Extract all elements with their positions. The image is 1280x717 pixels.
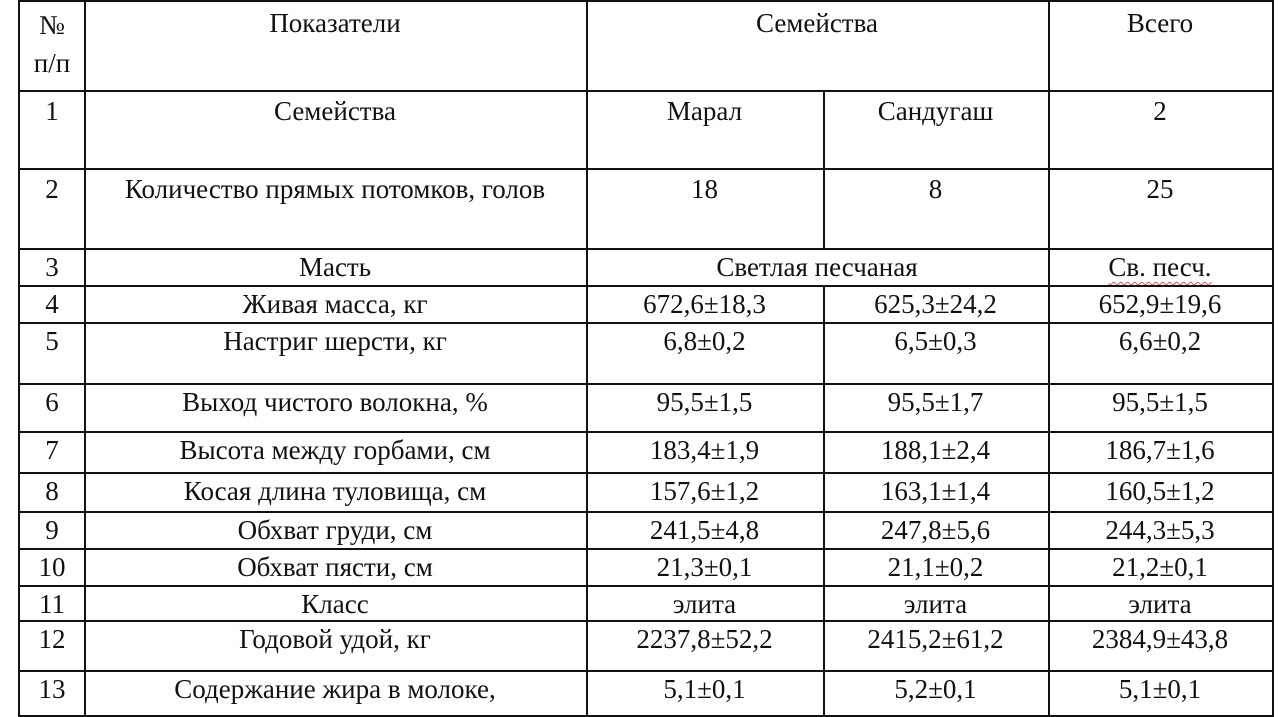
row-5-total: 6,6±0,2 (1048, 322, 1274, 385)
row-12-total: 2384,9±43,8 (1048, 620, 1274, 672)
row-8-maral: 157,6±1,2 (586, 472, 825, 513)
row-10-num: 10 (18, 548, 86, 587)
row-11-sandugash: элита (823, 585, 1050, 622)
row-9-num: 9 (18, 511, 86, 550)
row-8-total: 160,5±1,2 (1048, 472, 1274, 513)
row-1-indicator: Семейства (84, 90, 588, 170)
row-10-indicator: Обхват пясти, см (84, 548, 588, 587)
row-11-maral: элита (586, 585, 825, 622)
row-5-sandugash: 6,5±0,3 (823, 322, 1050, 385)
header-num: № п/п (18, 0, 86, 92)
spellcheck-underlined-text: Св. песч. (1108, 252, 1212, 282)
row-5-indicator: Настриг шерсти, кг (84, 322, 588, 385)
row-11-indicator: Класс (84, 585, 588, 622)
row-10-total: 21,2±0,1 (1048, 548, 1274, 587)
row-2-sandugash: 8 (823, 168, 1050, 250)
row-12-indicator: Годовой удой, кг (84, 620, 588, 672)
row-1-maral: Марал (586, 90, 825, 170)
row-11-num: 11 (18, 585, 86, 622)
header-families: Семейства (586, 0, 1050, 92)
row-6-maral: 95,5±1,5 (586, 383, 825, 433)
header-indicator: Показатели (84, 0, 588, 92)
row-13-num: 13 (18, 670, 86, 717)
header-total: Всего (1048, 0, 1274, 92)
row-3-families-merged: Светлая песчаная (586, 248, 1050, 287)
row-3-indicator: Масть (84, 248, 588, 287)
row-10-sandugash: 21,1±0,2 (823, 548, 1050, 587)
row-2-num: 2 (18, 168, 86, 250)
row-13-indicator: Содержание жира в молоке, (84, 670, 588, 717)
row-12-num: 12 (18, 620, 86, 672)
row-4-maral: 672,6±18,3 (586, 285, 825, 324)
row-8-num: 8 (18, 472, 86, 513)
row-2-maral: 18 (586, 168, 825, 250)
row-4-total: 652,9±19,6 (1048, 285, 1274, 324)
row-13-total: 5,1±0,1 (1048, 670, 1274, 717)
row-6-sandugash: 95,5±1,7 (823, 383, 1050, 433)
row-2-total: 25 (1048, 168, 1274, 250)
row-9-indicator: Обхват груди, см (84, 511, 588, 550)
row-13-sandugash: 5,2±0,1 (823, 670, 1050, 717)
row-5-num: 5 (18, 322, 86, 385)
row-12-maral: 2237,8±52,2 (586, 620, 825, 672)
row-7-maral: 183,4±1,9 (586, 431, 825, 474)
row-6-num: 6 (18, 383, 86, 433)
row-12-sandugash: 2415,2±61,2 (823, 620, 1050, 672)
row-9-maral: 241,5±4,8 (586, 511, 825, 550)
row-9-total: 244,3±5,3 (1048, 511, 1274, 550)
row-8-indicator: Косая длина туловища, см (84, 472, 588, 513)
row-6-total: 95,5±1,5 (1048, 383, 1274, 433)
row-6-indicator: Выход чистого волокна, % (84, 383, 588, 433)
row-4-indicator: Живая масса, кг (84, 285, 588, 324)
row-5-maral: 6,8±0,2 (586, 322, 825, 385)
row-4-num: 4 (18, 285, 86, 324)
row-1-sandugash: Сандугаш (823, 90, 1050, 170)
row-7-total: 186,7±1,6 (1048, 431, 1274, 474)
row-3-total (1048, 248, 1274, 287)
row-11-total: элита (1048, 585, 1274, 622)
row-2-indicator: Количество прямых потомков, голов (84, 168, 588, 250)
row-7-indicator: Высота между горбами, см (84, 431, 588, 474)
row-8-sandugash: 163,1±1,4 (823, 472, 1050, 513)
row-9-sandugash: 247,8±5,6 (823, 511, 1050, 550)
row-7-num: 7 (18, 431, 86, 474)
row-13-maral: 5,1±0,1 (586, 670, 825, 717)
row-10-maral: 21,3±0,1 (586, 548, 825, 587)
row-1-num: 1 (18, 90, 86, 170)
row-7-sandugash: 188,1±2,4 (823, 431, 1050, 474)
row-4-sandugash: 625,3±24,2 (823, 285, 1050, 324)
row-1-total: 2 (1048, 90, 1274, 170)
row-3-num: 3 (18, 248, 86, 287)
